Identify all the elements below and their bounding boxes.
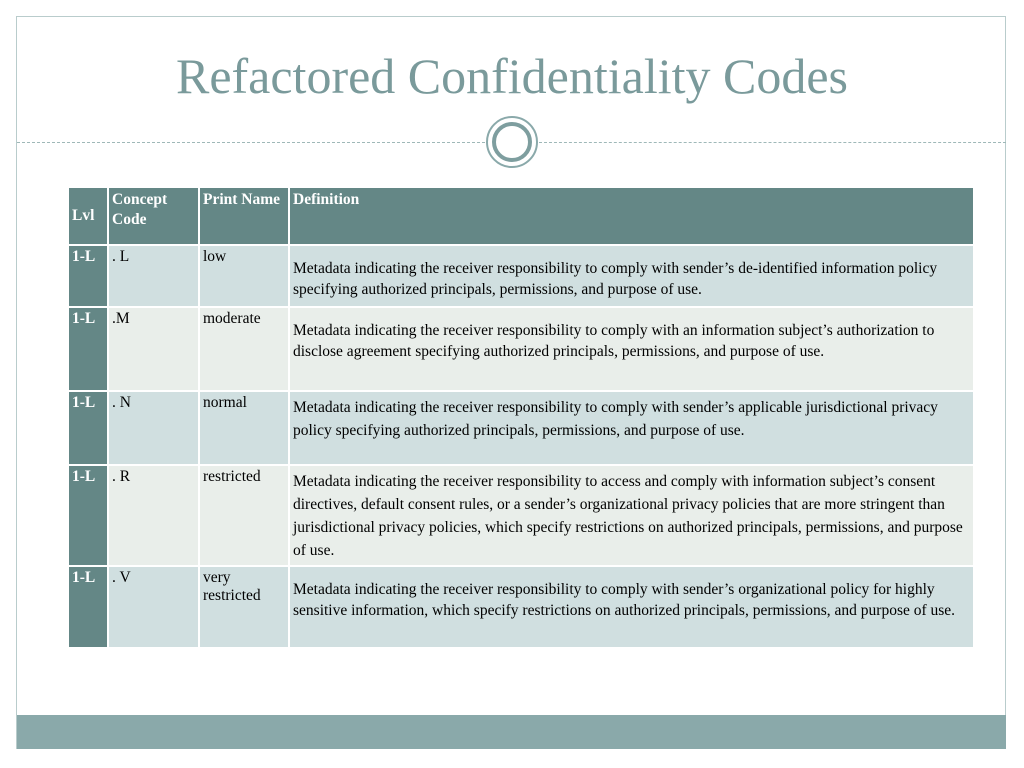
row-lvl: 1-L (68, 391, 108, 465)
row-concept-code: . L (108, 245, 199, 307)
confidentiality-codes-table (67, 186, 975, 649)
row-concept-code: . V (108, 566, 199, 648)
table-row (68, 465, 974, 566)
table-row (68, 391, 974, 465)
row-lvl: 1-L (68, 245, 108, 307)
row-lvl: 1-L (68, 566, 108, 648)
row-concept-code: .M (108, 307, 199, 391)
row-definition: Metadata indicating the receiver responsibility to comply with sender’s organizational policy for highly sensitive information, which specify restrictions on authorized principals, permissions, and purpose of use. (293, 581, 956, 619)
row-lvl: 1-L (68, 307, 108, 391)
title-divider-right (539, 142, 1006, 143)
circle-ornament-inner (492, 122, 532, 162)
table-row (68, 566, 974, 648)
row-definition-cell (289, 307, 974, 391)
row-print-name: moderate (199, 307, 289, 391)
row-definition-cell (289, 566, 974, 648)
row-definition-cell (289, 465, 974, 566)
footer-bar (17, 715, 1006, 749)
header-lvl: Lvl (68, 187, 108, 245)
title-divider-left (17, 142, 485, 143)
row-print-name: normal (199, 391, 289, 465)
table-row (68, 245, 974, 307)
row-concept-code: . R (108, 465, 199, 566)
row-definition-cell (289, 245, 974, 307)
row-definition: Metadata indicating the receiver responsibility to comply with an information subject’s authorization to disclose agreement specifying authorized principals, permissions, and purpose of use. (293, 322, 935, 360)
header-concept-code: Concept Code (108, 187, 199, 245)
row-definition: Metadata indicating the receiver responsibility to access and comply with information subject’s consent directives, default consent rules, or a sender’s organizational privacy policies that are more stringent than jurisdictional privacy policies, which specify restrictions on authorized principals, permissions, and purpose of use. (293, 473, 963, 559)
row-definition: Metadata indicating the receiver responsibility to comply with sender’s de-identified information policy specifying authorized principals, permissions, and purpose of use. (293, 260, 938, 298)
row-print-name: low (199, 245, 289, 307)
slide-title: Refactored Confidentiality Codes (175, 48, 849, 104)
table-row (68, 307, 974, 391)
header-print-name: Print Name (199, 187, 289, 245)
row-print-name: very restricted (199, 566, 289, 648)
row-concept-code: . N (108, 391, 199, 465)
row-lvl: 1-L (68, 465, 108, 566)
circle-ornament-icon (486, 116, 538, 168)
table-header-row (68, 187, 974, 245)
row-print-name: restricted (199, 465, 289, 566)
row-definition: Metadata indicating the receiver responsibility to comply with sender’s applicable jurisdictional privacy policy specifying authorized principals, permissions, and purpose of use. (293, 399, 938, 439)
row-definition-cell (289, 391, 974, 465)
header-definition: Definition (289, 187, 974, 245)
